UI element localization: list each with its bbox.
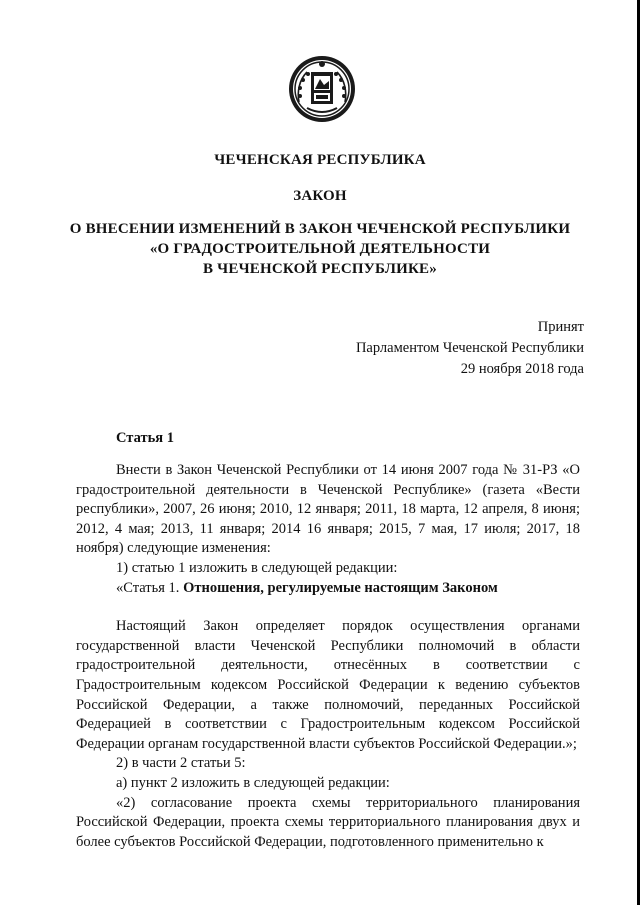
quoted-article-body: Настоящий Закон определяет порядок осуществления органами государственной власти Чеченской Республики полномочий в области градостроительной деятельности, отнесённых в соответствии с Градостроительным кодексом Российской Федерации к ведению субъектов Российской Федерации, а также полномочий, переданных Российской Федерацией в соответствии с Градостроительным кодексом Российской Федерации органам государственной власти субъектов Российской Федерации.»; — [76, 618, 580, 752]
item-1: 1) статью 1 изложить в следующей редакции: — [116, 559, 398, 576]
article-heading: Статья 1 — [116, 430, 174, 446]
adoption-line-1: Принят — [537, 319, 584, 335]
title-line-2: «О ГРАДОСТРОИТЕЛЬНОЙ ДЕЯТЕЛЬНОСТИ — [149, 241, 491, 257]
adoption-line-2: Парламентом Чеченской Республики — [355, 340, 584, 356]
document-type: ЗАКОН — [293, 188, 347, 204]
region-heading: ЧЕЧЕНСКАЯ РЕСПУБЛИКА — [214, 152, 426, 168]
item-2a-text: «2) согласование проекта схемы территориального планирования Российской Федерации, проекта схемы территориального планирования двух и более субъектов Российской Федерации, подготовленного применительно к — [76, 794, 580, 850]
title-line-1: О ВНЕСЕНИИ ИЗМЕНЕНИЙ В ЗАКОН ЧЕЧЕНСКОЙ РЕСПУБЛИКИ — [69, 221, 571, 237]
item-2a: а) пункт 2 изложить в следующей редакции: — [116, 774, 390, 791]
quoted-article-heading — [76, 579, 580, 599]
quoted-article-prefix: «Статья 1. — [116, 579, 184, 596]
quoted-article-title: Отношения, регулируемые настоящим Законом — [183, 579, 498, 596]
document-title — [0, 219, 640, 279]
adoption-block — [356, 317, 584, 380]
article-body — [76, 461, 580, 852]
coat-of-arms-emblem — [287, 52, 357, 126]
intro-paragraph: Внести в Закон Чеченской Республики от 14 июня 2007 года № 31-РЗ «О градостроительной деятельности в Чеченской Республике» (газета «Вести республики», 2007, 26 июня; 2010, 12 января; 2011, 18 марта, 12 апреля, 8 июня; 2012, 4 мая; 2013, 11 января; 2014 16 января; 2015, 7 мая, 17 июля; 2017, 18 ноября) следующие изменения: — [76, 462, 580, 557]
adoption-date: 29 ноября 2018 года — [460, 361, 584, 377]
title-line-3: В ЧЕЧЕНСКОЙ РЕСПУБЛИКЕ» — [203, 261, 437, 277]
spacer — [76, 598, 580, 617]
item-2: 2) в части 2 статьи 5: — [116, 755, 246, 772]
